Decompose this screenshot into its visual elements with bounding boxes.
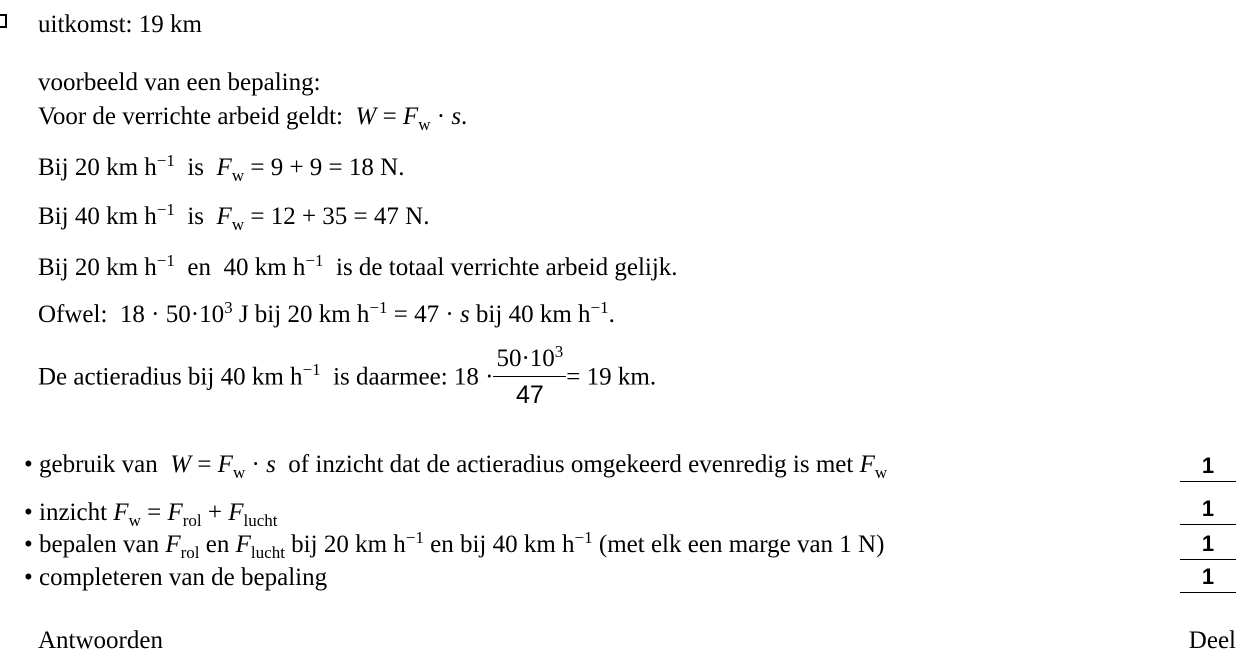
work-formula-line: Voor de verrichte arbeid geldt: $W = F_w \cdot s$. bbox=[38, 103, 468, 135]
checkbox-marker bbox=[0, 14, 7, 28]
line-equal-work: Bij 20 km $h^{-1}$ en 40 km $h^{-1}$ is de totaal verrichte arbeid gelijk. bbox=[38, 250, 678, 281]
criterion-1: • gebruik van $W = F_w \cdot s$ of inzicht dat de actieradius omgekeerd evenredig is met $F_w$ bbox=[24, 451, 888, 483]
criterion-3: • bepalen van $F_{rol}$ en $F_{lucht}$ bij 20 km $h^{-1}$ en bij 40 km $h^{-1}$ (met elk een marge van 1 N) bbox=[24, 527, 885, 563]
line-actieradius: De actieradius bij 40 km $h^{-1}$ is daarmee: 18 · $\frac{50\cdot 10^3}{47}$ = 19 km. bbox=[38, 341, 657, 409]
line-40kmh: Bij 40 km $h^{-1}$ is $F_w = 12 + 35 = 47$ N. bbox=[38, 199, 430, 235]
footer-left: Antwoorden bbox=[38, 627, 163, 654]
line-20kmh: Bij 20 km $h^{-1}$ is $F_w = 9 + 9 = 18$ N. bbox=[38, 150, 405, 186]
score-1: 1 bbox=[1180, 455, 1236, 482]
criterion-4: • completeren van de bepaling bbox=[24, 564, 328, 591]
result-line bbox=[38, 12, 202, 37]
result-label: uitkomst: bbox=[38, 11, 133, 38]
fraction: $\frac{50\cdot 10^3}{47}$ bbox=[493, 346, 566, 408]
score-3: 1 bbox=[1180, 533, 1236, 560]
score-4: 1 bbox=[1180, 566, 1236, 593]
result-value: 19 km bbox=[138, 11, 202, 38]
criterion-2: • inzicht $F_w = F_{rol} + F_{lucht}$ bbox=[24, 499, 278, 531]
formula-work: W bbox=[349, 103, 377, 130]
work-intro: Voor de verrichte arbeid geldt: bbox=[38, 103, 343, 130]
score-2: 1 bbox=[1180, 498, 1236, 525]
footer-right: Deel bbox=[1188, 627, 1236, 654]
line-ofwel: Ofwel: $18 \cdot 50\cdot 10^3$ J bij 20 km $h^{-1} = 47 \cdot s$ bij 40 km $h^{-1}$. bbox=[38, 297, 615, 328]
example-heading: voorbeeld van een bepaling: bbox=[38, 69, 321, 96]
